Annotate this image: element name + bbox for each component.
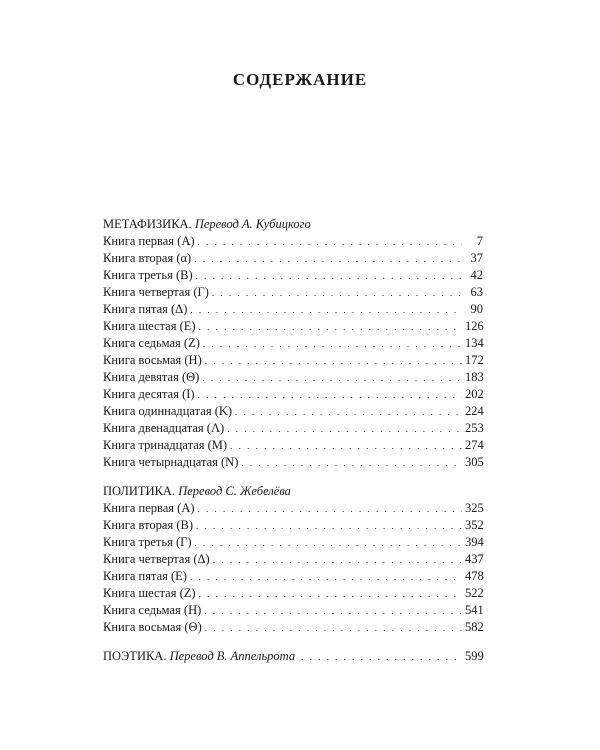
toc-entry[interactable] <box>103 335 483 352</box>
leader-dots <box>235 404 462 421</box>
leader-dots <box>196 268 462 285</box>
page-number: 305 <box>465 455 484 469</box>
leader-dots <box>199 586 462 603</box>
entry-title: Книга седьмая (Z) <box>103 336 200 350</box>
section-metaphysics <box>103 216 483 471</box>
page-title: СОДЕРЖАНИЕ <box>232 70 368 89</box>
entry-title: Книга первая (A) <box>103 234 195 248</box>
toc-entry[interactable] <box>103 454 483 471</box>
leader-dots <box>212 285 462 302</box>
page-number: 325 <box>465 501 484 515</box>
page-number: 7 <box>476 234 483 248</box>
leader-dots <box>195 535 462 552</box>
entry-title: Книга тринадцатая (M) <box>103 438 228 452</box>
leader-dots <box>205 353 462 370</box>
leader-dots <box>230 438 462 455</box>
entry-title: Книга восьмая (Θ) <box>103 620 202 634</box>
page-number: 42 <box>470 268 483 282</box>
leader-dots <box>198 234 462 251</box>
page-number: 126 <box>465 319 484 333</box>
entry-title: Книга вторая (B) <box>103 518 193 532</box>
page-number: 394 <box>465 535 484 549</box>
entry-title: Книга одиннадцатая (K) <box>103 404 233 418</box>
page-number: 202 <box>465 387 484 401</box>
section-poetics <box>103 648 483 665</box>
entry-title: Книга шестая (E) <box>103 319 196 333</box>
toc-entry[interactable] <box>103 352 483 369</box>
toc-list <box>103 500 483 636</box>
entry-title: Книга девятая (Θ) <box>103 370 200 384</box>
entry-title: Книга восьмая (H) <box>103 353 202 367</box>
toc-entry[interactable] <box>103 648 483 665</box>
page-number: 172 <box>465 353 484 367</box>
toc-entry[interactable] <box>103 318 483 335</box>
toc-entry[interactable] <box>103 619 483 636</box>
translator-credit: Перевод А. Кубицкого <box>194 217 311 231</box>
translator-credit: Перевод В. Аппельрота <box>169 649 296 663</box>
section-politics <box>103 483 483 636</box>
entry-title: Книга вторая (α) <box>103 251 192 265</box>
leader-dots <box>227 421 462 438</box>
entry-title: Книга шестая (Z) <box>103 586 196 600</box>
leader-dots <box>190 302 462 319</box>
section-heading <box>103 483 483 500</box>
toc-entry[interactable] <box>103 602 483 619</box>
toc-entry[interactable] <box>103 517 483 534</box>
toc-entry[interactable] <box>103 386 483 403</box>
toc-entry[interactable] <box>103 534 483 551</box>
toc-entry[interactable] <box>103 420 483 437</box>
page-number: 599 <box>465 649 484 663</box>
toc-entry[interactable] <box>103 250 483 267</box>
toc-entry[interactable] <box>103 369 483 386</box>
toc-entry[interactable] <box>103 568 483 585</box>
page-number: 90 <box>470 302 483 316</box>
leader-dots <box>301 649 462 666</box>
entry-title: Книга третья (Γ) <box>103 535 192 549</box>
leader-dots <box>198 387 462 404</box>
page-number: 274 <box>465 438 484 452</box>
page-number: 352 <box>465 518 484 532</box>
toc-entry[interactable] <box>103 585 483 602</box>
page-number: 541 <box>465 603 484 617</box>
leader-dots <box>202 370 462 387</box>
toc-entry[interactable] <box>103 233 483 250</box>
toc-list <box>103 233 483 471</box>
entry-title: Книга седьмая (H) <box>103 603 202 617</box>
entry-title: Книга двенадцатая (Λ) <box>103 421 225 435</box>
leader-dots <box>241 455 462 472</box>
leader-dots <box>203 336 462 353</box>
section-name: МЕТАФИЗИКА. <box>103 217 192 231</box>
page-number: 582 <box>465 620 484 634</box>
leader-dots <box>190 569 462 586</box>
toc-entry[interactable] <box>103 267 483 284</box>
entry-title: Книга четвертая (Δ) <box>103 552 210 566</box>
section-name: ПОЭТИКА. <box>103 649 167 663</box>
toc-entry[interactable] <box>103 551 483 568</box>
entry-title: Книга пятая (E) <box>103 569 187 583</box>
entry-title: Книга четвертая (Γ) <box>103 285 209 299</box>
entry-title: Книга первая (A) <box>103 501 195 515</box>
leader-dots <box>213 552 462 569</box>
entry-title: Книга четырнадцатая (N) <box>103 455 239 469</box>
leader-dots <box>204 603 462 620</box>
leader-dots <box>196 518 462 535</box>
page-number: 437 <box>465 552 484 566</box>
page-number: 522 <box>465 586 484 600</box>
page-number: 37 <box>470 251 483 265</box>
toc-entry[interactable] <box>103 403 483 420</box>
entry-title: Книга третья (B) <box>103 268 193 282</box>
leader-dots <box>205 620 462 637</box>
section-heading <box>103 216 483 233</box>
page-number: 253 <box>465 421 484 435</box>
leader-dots <box>194 251 462 268</box>
toc-entry[interactable] <box>103 284 483 301</box>
entry-title <box>103 648 301 665</box>
section-name: ПОЛИТИКА. <box>103 484 176 498</box>
page-number: 478 <box>465 569 484 583</box>
entry-title: Книга пятая (Δ) <box>103 302 188 316</box>
page-number: 63 <box>470 285 483 299</box>
page-number: 134 <box>465 336 484 350</box>
page-number: 224 <box>465 404 484 418</box>
toc-entry[interactable] <box>103 437 483 454</box>
page-number: 183 <box>465 370 484 384</box>
toc-entry[interactable] <box>103 500 483 517</box>
leader-dots <box>199 319 462 336</box>
translator-credit: Перевод С. Жебелёва <box>178 484 291 498</box>
entry-title: Книга десятая (I) <box>103 387 195 401</box>
leader-dots <box>198 501 462 518</box>
toc-entry[interactable] <box>103 301 483 318</box>
table-of-contents <box>103 216 483 677</box>
